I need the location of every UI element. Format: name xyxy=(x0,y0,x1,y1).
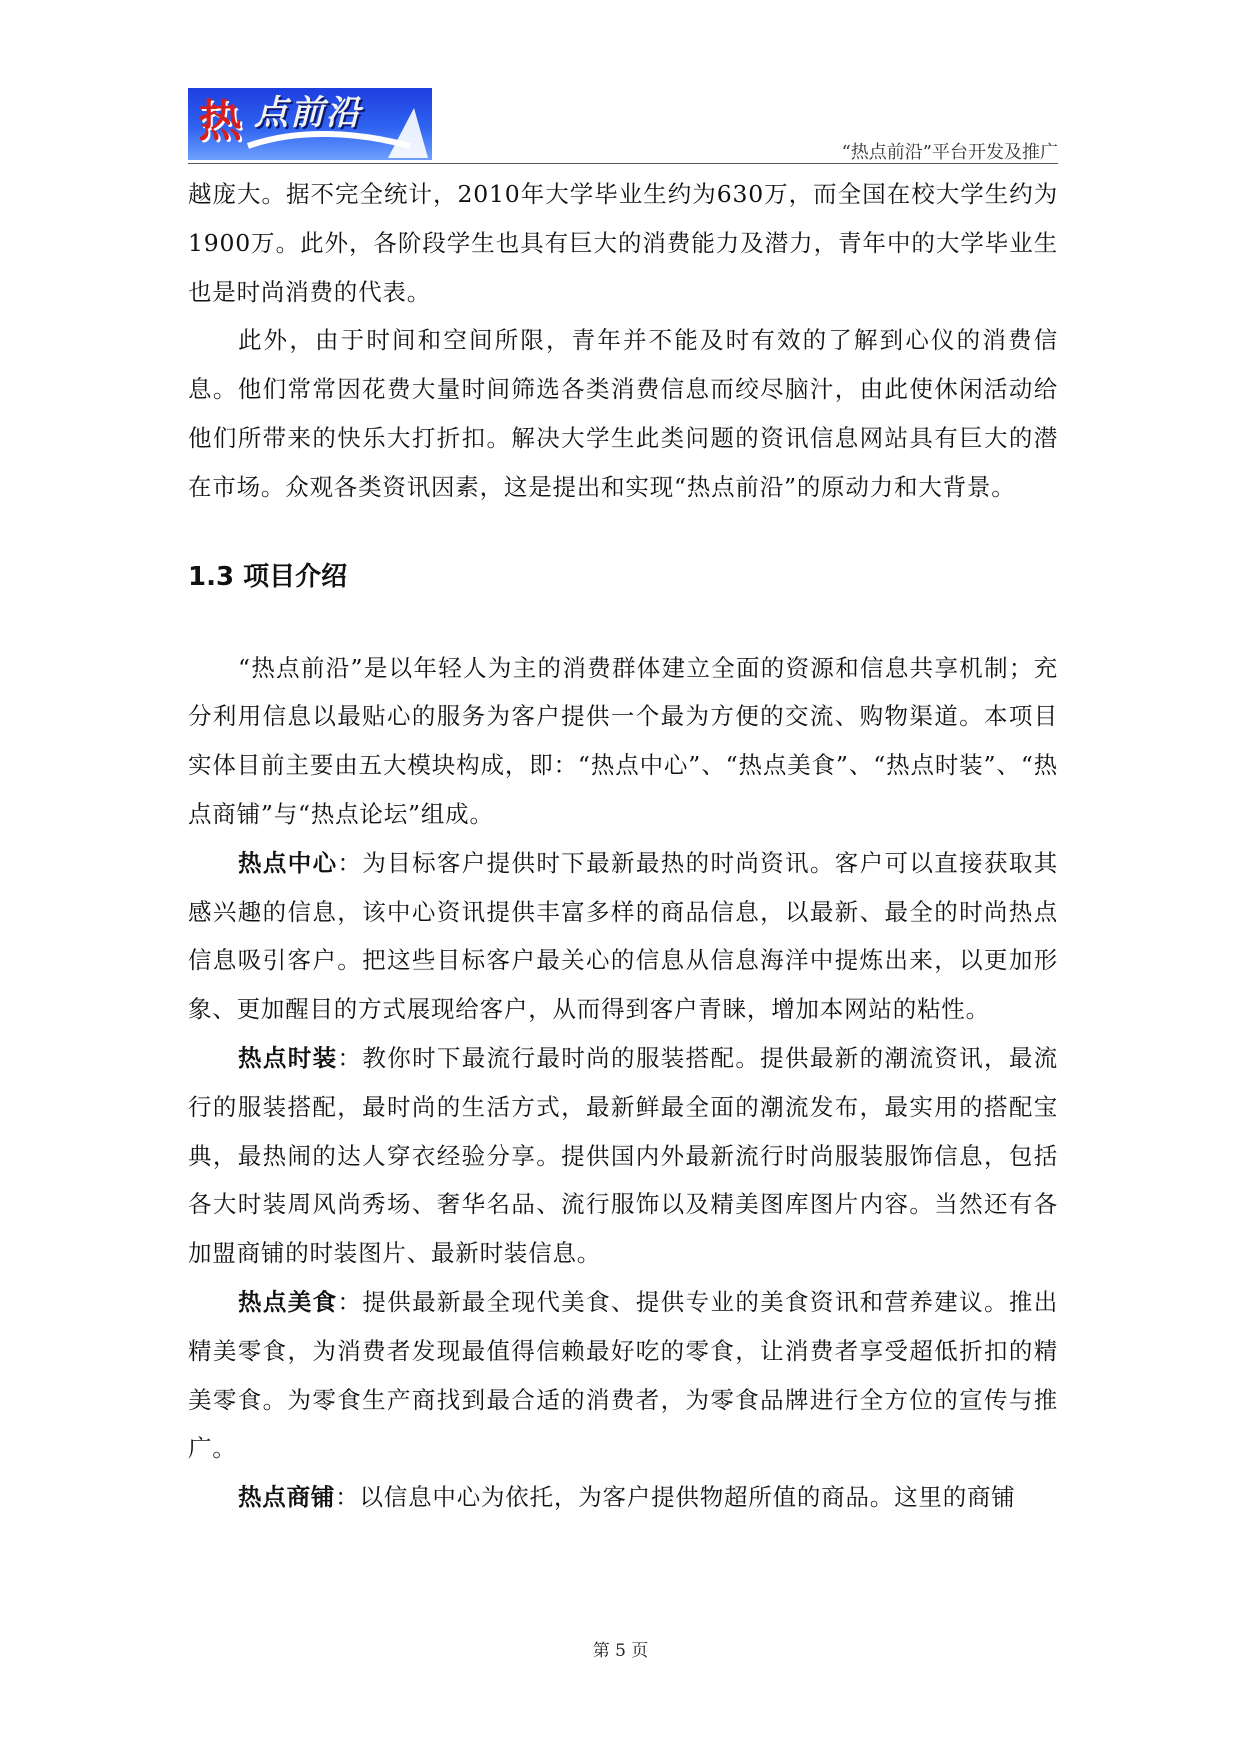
paragraph-hot-shop-text: ：以信息中心为依托，为客户提供物超所值的商品。这里的商铺 xyxy=(335,1483,1016,1512)
paragraph-1: 越庞大。据不完全统计，2010年大学毕业生约为630万，而全国在校大学生约为1900万。此外，各阶段学生也具有巨大的消费能力及潜力，青年中的大学毕业生也是时尚消费的代表。 xyxy=(188,180,1058,306)
paragraph-hot-fashion xyxy=(188,1034,1058,1278)
term-hot-shop: 热点商铺 xyxy=(238,1483,336,1512)
term-hot-food: 热点美食 xyxy=(238,1287,338,1316)
logo-char: 热 xyxy=(198,96,242,147)
page-header xyxy=(188,88,1058,164)
paragraph-hot-center xyxy=(188,839,1058,1034)
term-hot-center: 热点中心 xyxy=(238,848,338,877)
logo-text: 点前沿 xyxy=(254,93,362,133)
page-number: 第 5 页 xyxy=(592,1641,649,1661)
paragraph-2: 此外，由于时间和空间所限，青年并不能及时有效的了解到心仪的消费信息。他们常常因花费大量时间筛选各类消费信息而绞尽脑汁，由此使休闲活动给他们所带来的快乐大打折扣。解决大学生此类问题的资讯信息网站具有巨大的潜在市场。众观各类资讯因素，这是提出和实现“热点前沿”的原动力和大背景。 xyxy=(188,326,1058,501)
paragraph-hot-food-text: ：提供最新最全现代美食、提供专业的美食资讯和营养建议。推出精美零食，为消费者发现最值得信赖最好吃的零食，让消费者享受超低折扣的精美零食。为零食生产商找到最合适的消费者，为零食品牌进行全方位的宣传与推广。 xyxy=(188,1287,1058,1463)
paragraph-hot-fashion-text: ：教你时下最流行最时尚的服装搭配。提供最新的潮流资讯，最流行的服装搭配，最时尚的生活方式，最新鲜最全面的潮流发布，最实用的搭配宝典，最热闹的达人穿衣经验分享。提供国内外最新流行时尚服装服饰信息，包括各大时装周风尚秀场、奢华名品、流行服饰以及精美图库图片内容。当然还有各加盟商铺的时装图片、最新时装信息。 xyxy=(188,1043,1058,1268)
header-divider xyxy=(188,163,1058,164)
paragraph-hot-food xyxy=(188,1278,1058,1473)
paragraph-hot-shop xyxy=(188,1473,1058,1522)
section-heading: 1.3 项目介绍 xyxy=(188,561,348,592)
header-title: “热点前沿”平台开发及推广 xyxy=(841,142,1058,163)
term-hot-fashion: 热点时装 xyxy=(238,1043,338,1072)
paragraph-hot-center-text: ：为目标客户提供时下最新最热的时尚资讯。客户可以直接获取其感兴趣的信息，该中心资讯提供丰富多样的商品信息，以最新、最全的时尚热点信息吸引客户。把这些目标客户最关心的信息从信息海洋中提炼出来，以更加形象、更加醒目的方式展现给客户，从而得到客户青睐，增加本网站的粘性。 xyxy=(188,848,1058,1024)
page-body xyxy=(188,170,1058,1522)
logo xyxy=(188,88,432,160)
paragraph-3: “热点前沿”是以年轻人为主的消费群体建立全面的资源和信息共享机制；充分利用信息以最贴心的服务为客户提供一个最为方便的交流、购物渠道。本项目实体目前主要由五大模块构成，即：“热点中心”、“热点美食”、“热点时装”、“热点商铺”与“热点论坛”组成。 xyxy=(188,653,1058,828)
